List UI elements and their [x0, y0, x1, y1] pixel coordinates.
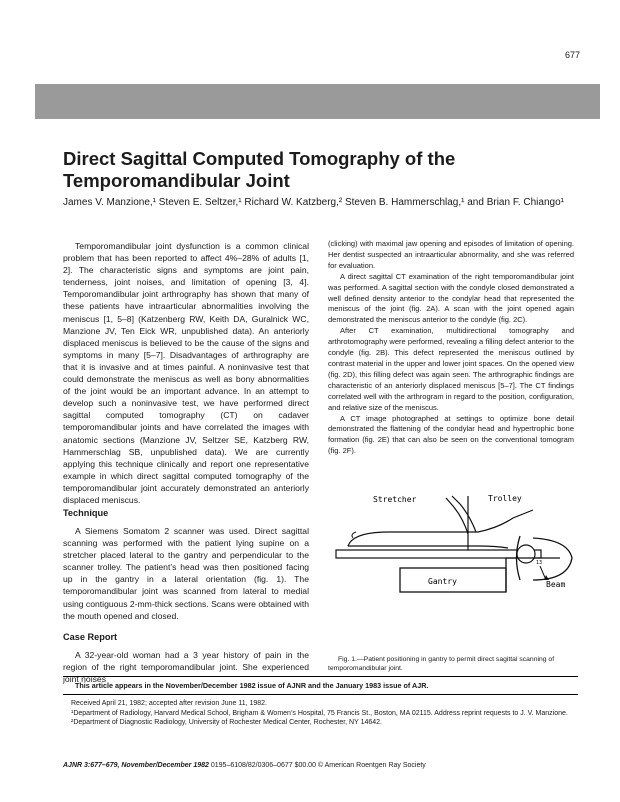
notice-rule-bottom — [63, 694, 578, 695]
issue-notice: This article appears in the November/December 1982 issue of AJNR and the January 1983 issue of AJR. — [75, 681, 429, 690]
label-gantry: Gantry — [428, 577, 457, 586]
technique-heading: Technique — [63, 508, 109, 518]
citation-rest: 0195–6108/82/0306–0677 $00.00 © American Roentgen Ray Society — [208, 762, 426, 769]
footnote-affiliation-1: ¹Department of Radiology, Harvard Medical School, Brigham & Women’s Hospital, 75 Francis St., Boston, MA 02115. Address reprint requests to J. V. Manzione. — [71, 709, 568, 717]
article-title: Direct Sagittal Computed Tomography of the Temporomandibular Joint — [63, 148, 456, 191]
technique-section — [63, 525, 309, 622]
intro-paragraph: Temporomandibular joint dysfunction is a common clinical problem that has been reported to affect 4%–28% of adults [1, 2]. The characteristic signs and symptoms are joint pain, tenderness, joint noises, and limitation of opening [3, 4]. Temporomandibular joint arthrography has shown that many of these patients have intraarticular abnormalities involving the meniscus [1, 5–8] (Katzenberg RW, Keith DA, Guralnick WC, Manzione JV, Ten Eick WR, unpublished data). An anteriorly displaced meniscus is believed to be the cause of the signs and symptoms in many [5–7]. Disadvantages of arthrography are that it is invasive and at times painful. A noninvasive test that could demonstrate the meniscus as well as bony abnormalities of the joint would be an important advance. In an attempt to develop such a noninvasive test, we have performed direct sagittal computed tomography (CT) on cadaver temporomandibular joints and have correlated the images with anatomic sections (Manzione JV, Seltzer SE, Katzberg RW, Hammerschlag SB, unpublished data). We are currently applying this technique clinically and report one representative example in which direct sagittal computed tomography of the temporomandibular joint accurately demonstrated an anteriorly displaced meniscus. — [63, 241, 309, 505]
notice-rule-top — [63, 676, 578, 677]
figure-1-caption — [328, 655, 578, 673]
footnotes — [63, 699, 583, 728]
footnote-received: Received April 21, 1982; accepted after revision June 11, 1982. — [71, 700, 267, 707]
right-paragraph-3: After CT examination, multidirectional tomography and arthrotomography were performed, revealing a filling defect anterior to the condyle (fig. 2B). This defect represented the meniscus outlined by contrast material in the upper and lower joint spaces. On the opened view (fig. 2D), this filling defect was again seen. The arthrographic findings are characteristic of an anteriorly displaced meniscus [5–7]. The CT findings correlated well with the arthrogram in regard to the position, configuration, and relative size of the meniscus. — [328, 326, 574, 412]
case-section — [63, 649, 309, 685]
label-number: 13 — [536, 560, 543, 566]
author-list: James V. Manzione,¹ Steven E. Seltzer,¹ Richard W. Katzberg,² Steven B. Hammerschlag,¹ and Brian F. Chiango¹ — [63, 197, 564, 208]
figure-1-diagram — [328, 488, 578, 648]
patient-head — [517, 545, 535, 563]
case-report-heading: Case Report — [63, 632, 118, 642]
footnote-affiliation-2: ²Department of Diagnostic Radiology, University of Rochester Medical Center, Rochester, NY 14642. — [71, 719, 383, 727]
citation-line — [63, 762, 426, 769]
citation-journal: AJNR 3:677–679, November/December 1982 — [63, 762, 209, 769]
right-paragraph-4: A CT image photographed at settings to optimize bone detail demonstrated the flattening of the condylar head and hypertrophic bone formation (fig. 2E) that can also be seen on the conventional tomogram (fig. 2F). — [328, 413, 574, 456]
right-paragraph-1: (clicking) with maximal jaw opening and episodes of limitation of opening. Her dentist suspected an intraarticular abnormality, and she was referred for evaluation. — [328, 239, 574, 270]
label-stretcher: Stretcher — [373, 495, 417, 504]
stretcher-shape — [336, 550, 541, 558]
right-column — [328, 239, 574, 457]
label-beam: Beam — [546, 580, 566, 589]
page-number: 677 — [564, 50, 580, 60]
header-banner — [35, 84, 600, 119]
technique-paragraph: A Siemens Somatom 2 scanner was used. Direct sagittal scanning was performed with the patient lying supine on a stretcher placed lateral to the gantry and perpendicular to the scanner trolley. The patient’s head was then positioned facing up in the gantry in a lateral orientation (fig. 1). The temporomandibular joint was scanned from lateral to medial using contiguous 2-mm-thick sections. Scans were obtained with the mouth opened and closed. — [63, 526, 309, 621]
right-paragraph-2: A direct sagittal CT examination of the right temporomandibular joint was performed. A sagittal section with the condyle closed demonstrated a well defined density anterior to the condylar head that represented the meniscus of the joint (fig. 2A). A scan with the joint opened again demonstrated the meniscus anterior to the condyle (fig. 2C). — [328, 271, 574, 325]
case-paragraph: A 32-year-old woman had a 3 year history of pain in the region of the right temporomandibular joint. She experienced joint noises — [63, 650, 309, 685]
label-trolley: Trolley — [488, 494, 522, 503]
caption-text: Fig. 1.—Patient positioning in gantry to permit direct sagittal scanning of temporomandibular joint. — [328, 656, 555, 672]
left-column — [63, 240, 309, 506]
